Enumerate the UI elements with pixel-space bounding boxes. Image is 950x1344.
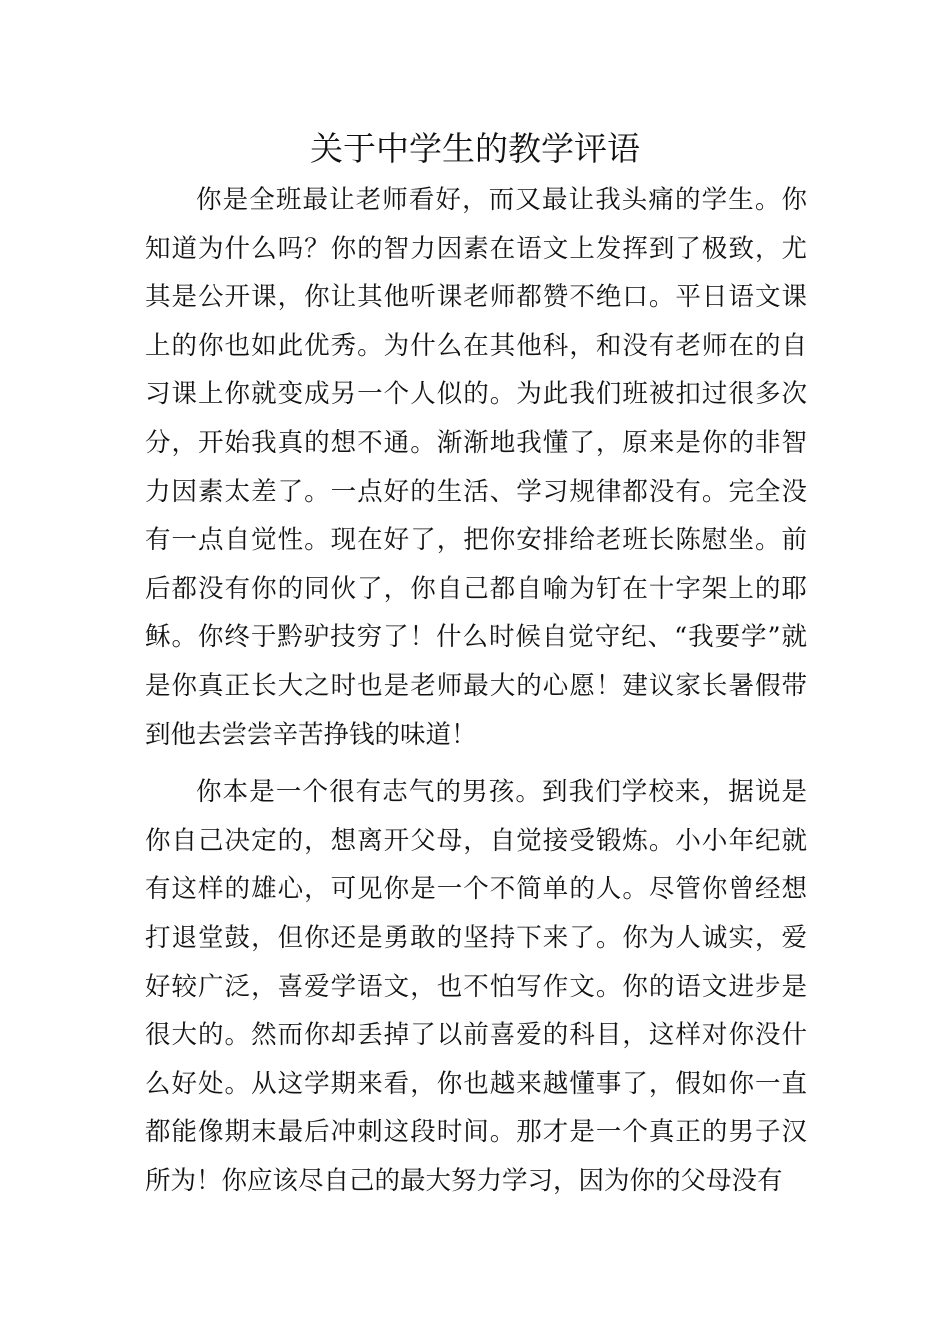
paragraph-1: 你是全班最让老师看好，而又最让我头痛的学生。你知道为什么吗？你的智力因素在语文上发挥到了极致，尤其是公开课，你让其他听课老师都赞不绝口。平日语文课上的你也如此优秀。为什么在其他科，和没有老师在的自习课上你就变成另一个人似的。为此我们班被扣过很多次分，开始我真的想不通。渐渐地我懂了，原来是你的非智力因素太差了。一点好的生活、学习规律都没有。完全没有一点自觉性。现在好了，把你安排给老班长陈慰坐。前后都没有你的同伙了，你自己都自喻为钉在十字架上的耶稣。你终于黔驴技穷了！什么时候自觉守纪、“我要学”就是你真正长大之时也是老师最大的心愿！建议家长暑假带到他去尝尝辛苦挣钱的味道！ (145, 185, 807, 750)
paragraph-2: 你本是一个很有志气的男孩。到我们学校来，据说是你自己决定的，想离开父母，自觉接受锻炼。小小年纪就有这样的雄心，可见你是一个不简单的人。尽管你曾经想打退堂鼓，但你还是勇敢的坚持下来了。你为人诚实，爱好较广泛，喜爱学语文，也不怕写作文。你的语文进步是很大的。然而你却丢掉了以前喜爱的科目，这样对你没什么好处。从这学期来看，你也越来越懂事了，假如你一直都能像期末最后冲刺这段时间。那才是一个真正的男子汉所为！你应该尽自己的最大努力学习，因为你的父母没有 (145, 777, 807, 1196)
document-title: 关于中学生的教学评语 (310, 129, 640, 168)
document-body (145, 176, 807, 1205)
